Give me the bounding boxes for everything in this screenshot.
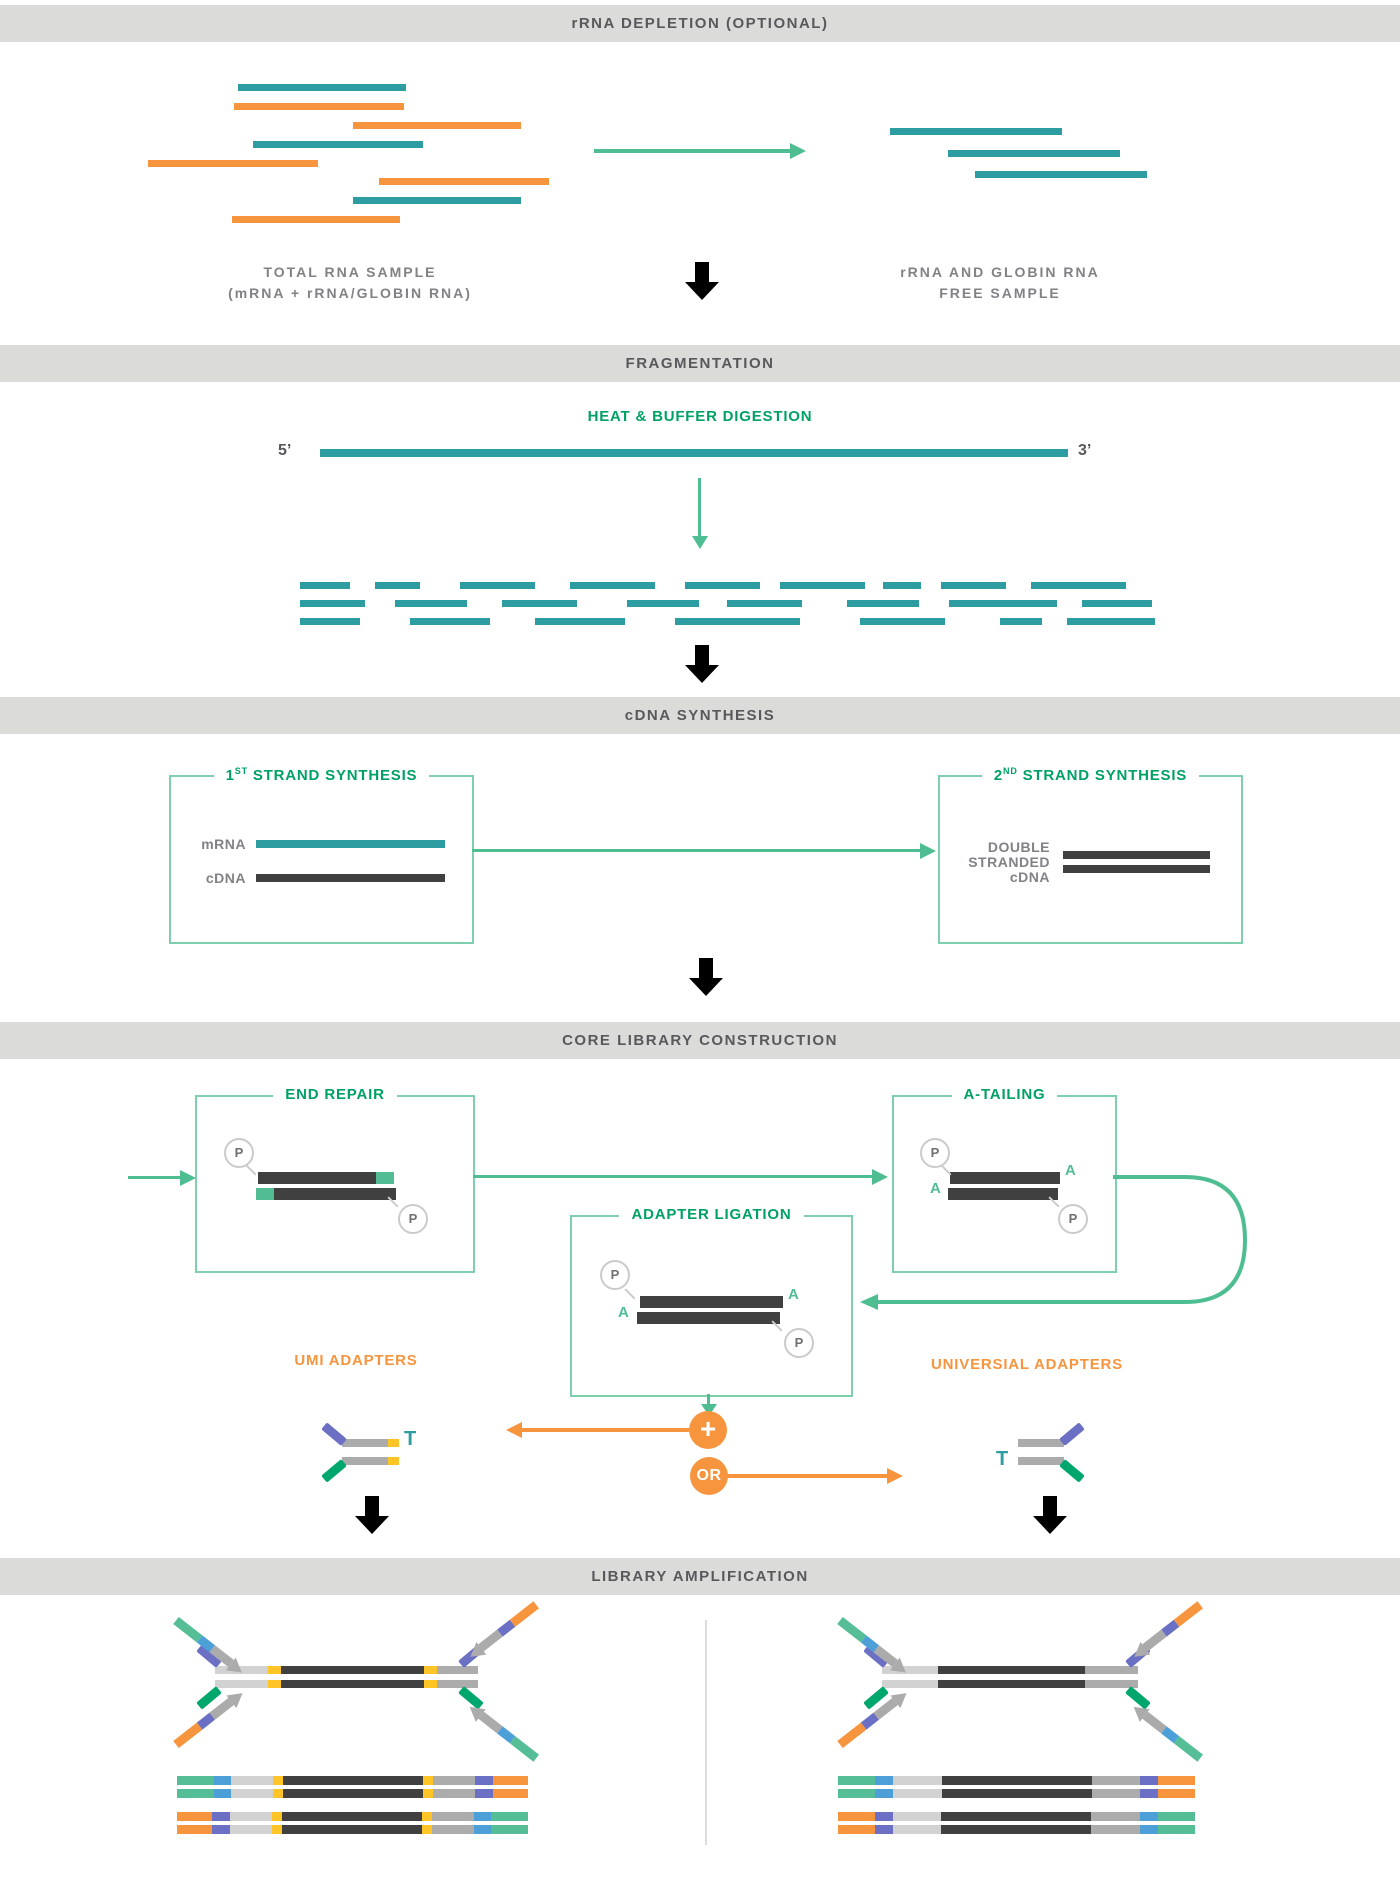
library-strand xyxy=(882,1680,938,1688)
universal-option-arrow xyxy=(727,1468,905,1484)
library-product xyxy=(875,1825,893,1834)
library-product xyxy=(474,1825,491,1834)
library-product xyxy=(475,1789,493,1798)
total-rna-caption-line2: (mRNA + rRNA/GLOBIN RNA) xyxy=(228,285,472,301)
library-product xyxy=(423,1789,433,1798)
fragment-row xyxy=(941,582,1006,589)
rna-line xyxy=(234,103,404,110)
library-product xyxy=(273,1776,283,1785)
library-product xyxy=(422,1812,432,1821)
umi-adapter-strand xyxy=(388,1457,399,1465)
library-product xyxy=(1092,1789,1140,1798)
fragment-row xyxy=(300,600,365,607)
library-product xyxy=(1092,1776,1140,1785)
rna-line xyxy=(353,197,521,204)
fragment-row xyxy=(460,582,535,589)
a-tailing-title xyxy=(894,1086,1115,1104)
library-strand xyxy=(268,1666,281,1674)
library-product xyxy=(1091,1812,1140,1821)
a-tailing-strand xyxy=(948,1188,1058,1200)
library-product xyxy=(1158,1825,1195,1834)
library-product xyxy=(1091,1825,1140,1834)
library-product xyxy=(838,1825,875,1834)
library-product xyxy=(493,1789,528,1798)
a-overhang-label: A xyxy=(1065,1162,1076,1179)
umi-adapter-strand xyxy=(342,1439,388,1447)
end-repair-label: END REPAIR xyxy=(273,1086,396,1103)
library-product xyxy=(214,1789,231,1798)
library-product xyxy=(273,1789,283,1798)
fragment-row xyxy=(860,618,945,625)
library-product xyxy=(1140,1776,1158,1785)
down-arrow-icon xyxy=(689,958,723,996)
fragment-row xyxy=(1082,600,1152,607)
library-product xyxy=(875,1812,893,1821)
end-repair-strand xyxy=(256,1188,274,1200)
library-product xyxy=(893,1789,942,1798)
rna-strand xyxy=(320,449,1068,457)
library-product xyxy=(214,1776,231,1785)
down-arrow-icon xyxy=(685,645,719,683)
umi-adapter-arm xyxy=(321,1459,347,1483)
fragmentation-down-arrow xyxy=(692,478,708,550)
library-product xyxy=(474,1812,491,1821)
fragment-row xyxy=(502,600,577,607)
library-product xyxy=(893,1776,942,1785)
library-strand xyxy=(437,1680,478,1688)
or-badge: OR xyxy=(690,1457,728,1495)
library-product xyxy=(177,1825,212,1834)
t-overhang-label: T xyxy=(404,1428,417,1450)
universal-adapter-strand xyxy=(1018,1457,1064,1465)
library-product xyxy=(433,1776,475,1785)
library-strand xyxy=(437,1666,478,1674)
umi-adapters-label: UMI ADAPTERS xyxy=(294,1352,418,1369)
mrna-label: mRNA xyxy=(201,836,246,852)
library-product xyxy=(177,1812,212,1821)
library-product xyxy=(230,1812,272,1821)
rna-line xyxy=(253,141,423,148)
umi-adapter-strand xyxy=(388,1439,399,1447)
first-strand-ordinal: ST xyxy=(234,766,248,776)
library-product xyxy=(212,1812,230,1821)
first-strand-text: STRAND SYNTHESIS xyxy=(247,767,418,784)
rrna-free-caption-line1: rRNA AND GLOBIN RNA xyxy=(900,264,1100,280)
three-prime-label: 3’ xyxy=(1078,442,1092,459)
rna-line xyxy=(975,171,1147,178)
rna-line xyxy=(890,128,1062,135)
end-repair-box xyxy=(195,1086,475,1273)
library-product xyxy=(1140,1825,1158,1834)
library-strand xyxy=(281,1666,424,1674)
t-overhang-label: T xyxy=(996,1448,1009,1470)
library-product xyxy=(1158,1789,1195,1798)
fragment-row xyxy=(727,600,802,607)
down-arrow-icon xyxy=(685,262,719,300)
end-repair-in-arrow xyxy=(128,1170,198,1186)
section-header-library-amplification: LIBRARY AMPLIFICATION xyxy=(0,1558,1400,1595)
library-product xyxy=(283,1776,423,1785)
fragment-row xyxy=(675,618,800,625)
library-product xyxy=(433,1789,475,1798)
pcr-primer xyxy=(467,1601,539,1660)
library-divider xyxy=(705,1620,707,1845)
double-stranded-cdna-label xyxy=(930,840,1050,885)
library-product xyxy=(1140,1812,1158,1821)
end-repair-title xyxy=(197,1086,473,1104)
library-product xyxy=(231,1776,273,1785)
plus-badge: + xyxy=(689,1411,727,1449)
cdna-label: cDNA xyxy=(205,870,246,886)
umi-adapter-arm xyxy=(321,1422,347,1446)
phosphate-badge: P xyxy=(224,1138,254,1168)
fragment-row xyxy=(300,618,360,625)
fragment-row xyxy=(535,618,625,625)
section-header-fragmentation: FRAGMENTATION xyxy=(0,345,1400,382)
a-tailing-label: A-TAILING xyxy=(952,1086,1058,1103)
fragment-row xyxy=(883,582,921,589)
ds-label-line1: DOUBLE xyxy=(987,839,1050,855)
a-overhang-label: A xyxy=(618,1304,629,1321)
library-product xyxy=(1140,1789,1158,1798)
section-header-cdna-synthesis: cDNA SYNTHESIS xyxy=(0,697,1400,734)
library-strand xyxy=(281,1680,424,1688)
phosphate-badge: P xyxy=(398,1204,428,1234)
fragment-row xyxy=(1000,618,1042,625)
section-header-core-library-construction: CORE LIBRARY CONSTRUCTION xyxy=(0,1022,1400,1059)
fragment-row xyxy=(300,582,350,589)
total-rna-caption xyxy=(210,262,490,304)
library-product xyxy=(272,1825,282,1834)
universal-adapters-label: UNIVERSIAL ADAPTERS xyxy=(931,1356,1123,1373)
total-rna-caption-line1: TOTAL RNA SAMPLE xyxy=(263,264,437,280)
rna-line xyxy=(379,178,549,185)
library-product xyxy=(893,1812,941,1821)
library-product xyxy=(422,1825,432,1834)
library-product xyxy=(1158,1776,1195,1785)
second-strand-ordinal: ND xyxy=(1003,766,1018,776)
library-product xyxy=(177,1789,214,1798)
library-product xyxy=(875,1789,893,1798)
library-strand xyxy=(215,1680,268,1688)
second-strand-synthesis-title xyxy=(940,766,1241,785)
second-strand-number: 2 xyxy=(993,767,1004,784)
down-arrow-icon xyxy=(1033,1496,1067,1534)
adapter-ligation-label: ADAPTER LIGATION xyxy=(619,1206,803,1223)
rrna-free-caption xyxy=(860,262,1140,304)
rna-line xyxy=(948,150,1120,157)
library-product xyxy=(942,1789,1092,1798)
phosphate-badge: P xyxy=(784,1328,814,1358)
library-product xyxy=(282,1825,422,1834)
ds-cdna-bar xyxy=(1063,865,1210,873)
down-arrow-icon xyxy=(355,1496,389,1534)
fragment-row xyxy=(395,600,467,607)
first-strand-synthesis-title xyxy=(171,766,472,785)
phosphate-badge: P xyxy=(600,1260,630,1290)
universal-adapter-arm xyxy=(1059,1422,1085,1446)
pcr-primer xyxy=(1131,1601,1203,1660)
library-product xyxy=(941,1825,1091,1834)
library-strand xyxy=(938,1666,1085,1674)
end-repair-strand xyxy=(258,1172,376,1184)
umi-option-arrow xyxy=(506,1422,691,1438)
fragment-row xyxy=(685,582,760,589)
a-overhang-label: A xyxy=(930,1180,941,1197)
fragment-row xyxy=(780,582,865,589)
rna-line xyxy=(353,122,521,129)
library-product xyxy=(231,1789,273,1798)
ds-cdna-bar xyxy=(1063,851,1210,859)
library-product xyxy=(230,1825,272,1834)
rna-line xyxy=(232,216,400,223)
first-strand-synthesis-box xyxy=(169,766,474,944)
a-tailing-to-ligation-curve xyxy=(850,1160,1270,1330)
second-strand-text: STRAND SYNTHESIS xyxy=(1017,767,1188,784)
depletion-arrow xyxy=(594,143,812,159)
library-product xyxy=(272,1812,282,1821)
library-product xyxy=(283,1789,423,1798)
library-strand xyxy=(938,1680,1085,1688)
library-product xyxy=(875,1776,893,1785)
ds-label-line2: STRANDED xyxy=(968,854,1050,870)
rna-line xyxy=(148,160,318,167)
section-header-rrna-depletion: rRNA DEPLETION (OPTIONAL) xyxy=(0,5,1400,42)
library-strand xyxy=(424,1666,437,1674)
fragment-row xyxy=(847,600,919,607)
rna-line xyxy=(238,84,406,91)
end-repair-strand xyxy=(274,1188,396,1200)
library-product xyxy=(1158,1812,1195,1821)
library-product xyxy=(942,1776,1092,1785)
phosphate-badge: P xyxy=(920,1138,950,1168)
library-product xyxy=(282,1812,422,1821)
fragment-row xyxy=(1031,582,1126,589)
umi-adapter-strand xyxy=(342,1457,388,1465)
five-prime-label: 5’ xyxy=(278,442,292,459)
library-product xyxy=(838,1776,875,1785)
ligation-strand xyxy=(640,1296,783,1308)
first-strand-number: 1 xyxy=(225,767,235,784)
library-product xyxy=(491,1825,528,1834)
fragment-row xyxy=(375,582,420,589)
ligation-strand xyxy=(637,1312,780,1324)
library-product xyxy=(423,1776,433,1785)
fragment-row xyxy=(627,600,699,607)
library-product xyxy=(177,1776,214,1785)
ds-label-line3: cDNA xyxy=(1009,869,1050,885)
pcr-primer xyxy=(837,1617,909,1676)
a-tailing-strand xyxy=(950,1172,1060,1184)
library-strand xyxy=(424,1680,437,1688)
fragment-row xyxy=(570,582,655,589)
rrna-free-caption-line2: FREE SAMPLE xyxy=(939,285,1061,301)
library-product xyxy=(432,1825,474,1834)
universal-adapter-arm xyxy=(1059,1459,1085,1483)
a-overhang-label: A xyxy=(788,1286,799,1303)
library-product xyxy=(491,1812,528,1821)
adapter-ligation-title xyxy=(572,1206,851,1224)
library-product xyxy=(838,1789,875,1798)
library-product xyxy=(212,1825,230,1834)
pcr-primer xyxy=(173,1617,245,1676)
fragment-row xyxy=(949,600,1057,607)
library-product xyxy=(432,1812,474,1821)
pcr-primer xyxy=(1131,1703,1203,1762)
library-product xyxy=(493,1776,528,1785)
pcr-primer xyxy=(467,1703,539,1762)
end-repair-to-a-tailing-arrow xyxy=(473,1169,893,1185)
library-strand xyxy=(268,1680,281,1688)
library-product xyxy=(893,1825,941,1834)
heat-buffer-digestion-title: HEAT & BUFFER DIGESTION xyxy=(587,408,813,425)
fragment-row xyxy=(1067,618,1155,625)
end-repair-strand xyxy=(376,1172,394,1184)
library-product xyxy=(941,1812,1091,1821)
universal-adapter-strand xyxy=(1018,1439,1064,1447)
fragment-row xyxy=(410,618,490,625)
library-product xyxy=(838,1812,875,1821)
library-product xyxy=(475,1776,493,1785)
mrna-bar xyxy=(256,840,445,848)
cdna-bar xyxy=(256,874,445,882)
cdna-connector-arrow xyxy=(472,843,942,859)
phosphate-badge: P xyxy=(1058,1204,1088,1234)
